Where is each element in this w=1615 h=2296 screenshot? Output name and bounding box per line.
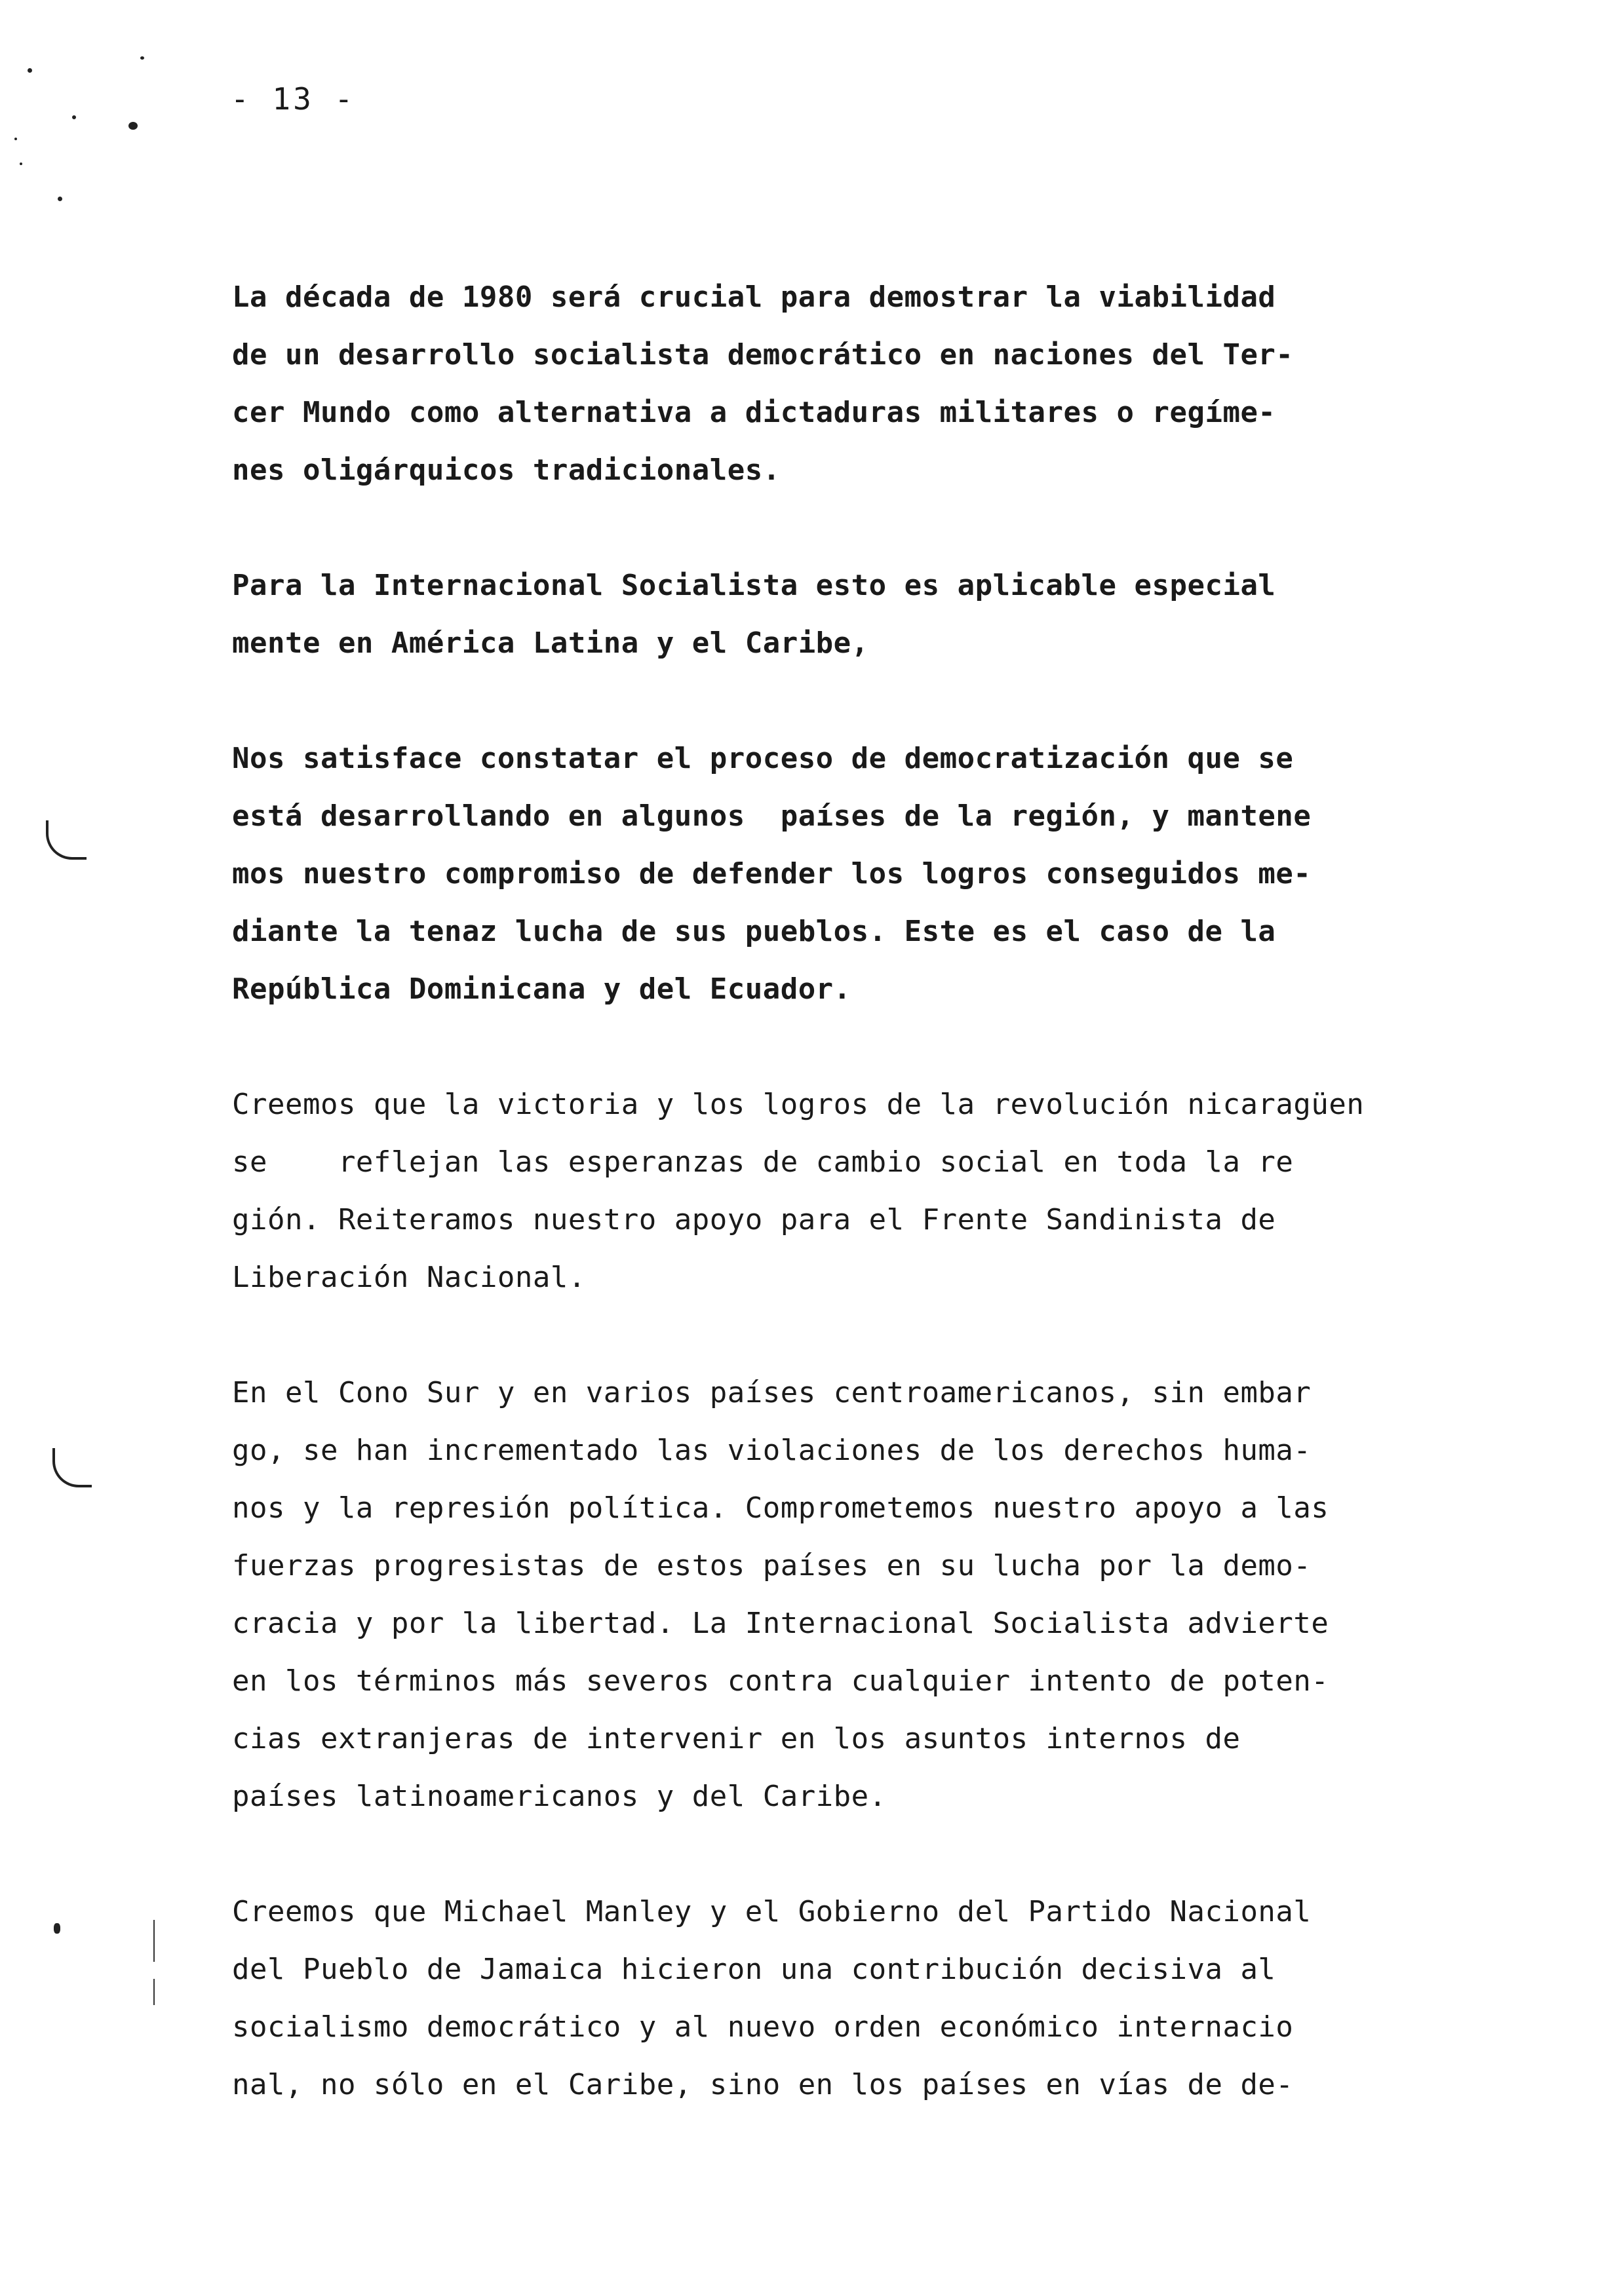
scan-line	[153, 1920, 155, 1962]
scan-speck	[140, 56, 144, 60]
paragraph	[232, 1883, 1431, 2114]
text-line: mos nuestro compromiso de defender los logros conseguidos me-	[232, 857, 1312, 890]
text-line: países latinoamericanos y del Caribe.	[232, 1780, 887, 1813]
text-line: está desarrollando en algunos países de la región, y mantene	[232, 799, 1312, 833]
text-line: en los términos más severos contra cualquier intento de poten-	[232, 1664, 1329, 1698]
text-line: Creemos que la victoria y los logros de la revolución nicaragüen	[232, 1088, 1365, 1121]
text-line: socialismo democrático y al nuevo orden económico internacio	[232, 2010, 1294, 2044]
text-line: nos y la represión política. Comprometemos nuestro apoyo a las	[232, 1491, 1329, 1525]
text-line: gión. Reiteramos nuestro apoyo para el Frente Sandinista de	[232, 1203, 1276, 1236]
text-line: de un desarrollo socialista democrático en naciones del Ter-	[232, 338, 1294, 372]
text-line: se reflejan las esperanzas de cambio social en toda la re	[232, 1145, 1294, 1179]
scan-line	[153, 1979, 155, 2005]
text-line: Nos satisface constatar el proceso de democratización que se	[232, 742, 1294, 775]
text-line: Para la Internacional Socialista esto es aplicable especial	[232, 569, 1276, 602]
text-line: cracia y por la libertad. La Internacional Socialista advierte	[232, 1607, 1329, 1640]
body-text	[232, 269, 1431, 2172]
text-line: cer Mundo como alternativa a dictaduras militares o regíme-	[232, 396, 1276, 429]
scan-speck	[20, 163, 22, 165]
text-line: República Dominicana y del Ecuador.	[232, 972, 851, 1006]
text-line: Liberación Nacional.	[232, 1261, 586, 1294]
text-line: En el Cono Sur y en varios países centroamericanos, sin embar	[232, 1376, 1312, 1409]
paragraph	[232, 1076, 1431, 1307]
scan-speck	[28, 68, 32, 73]
scan-mark	[46, 820, 87, 860]
text-line: cias extranjeras de intervenir en los asuntos internos de	[232, 1722, 1241, 1755]
text-line: fuerzas progresistas de estos países en su lucha por la demo-	[232, 1549, 1312, 1582]
text-line: Creemos que Michael Manley y el Gobierno del Partido Nacional	[232, 1895, 1312, 1928]
text-line: nal, no sólo en el Caribe, sino en los países en vías de de-	[232, 2068, 1294, 2101]
text-line: mente en América Latina y el Caribe,	[232, 626, 869, 660]
text-line: go, se han incrementado las violaciones de los derechos huma-	[232, 1434, 1312, 1467]
text-line: La década de 1980 será crucial para demostrar la viabilidad	[232, 280, 1276, 314]
paragraph	[232, 730, 1431, 1018]
scan-speck	[72, 115, 76, 119]
paragraph	[232, 269, 1431, 499]
scan-speck	[128, 122, 138, 130]
text-line: nes oligárquicos tradicionales.	[232, 453, 781, 487]
scan-speck	[58, 197, 62, 201]
text-line: diante la tenaz lucha de sus pueblos. Este es el caso de la	[232, 915, 1276, 948]
scan-speck	[14, 138, 17, 140]
text-line: del Pueblo de Jamaica hicieron una contribución decisiva al	[232, 1953, 1276, 1986]
scan-speck	[54, 1923, 60, 1934]
paragraph	[232, 557, 1431, 672]
page-number: - 13 -	[231, 81, 356, 117]
paragraph	[232, 1364, 1431, 1826]
scan-mark	[52, 1448, 92, 1487]
